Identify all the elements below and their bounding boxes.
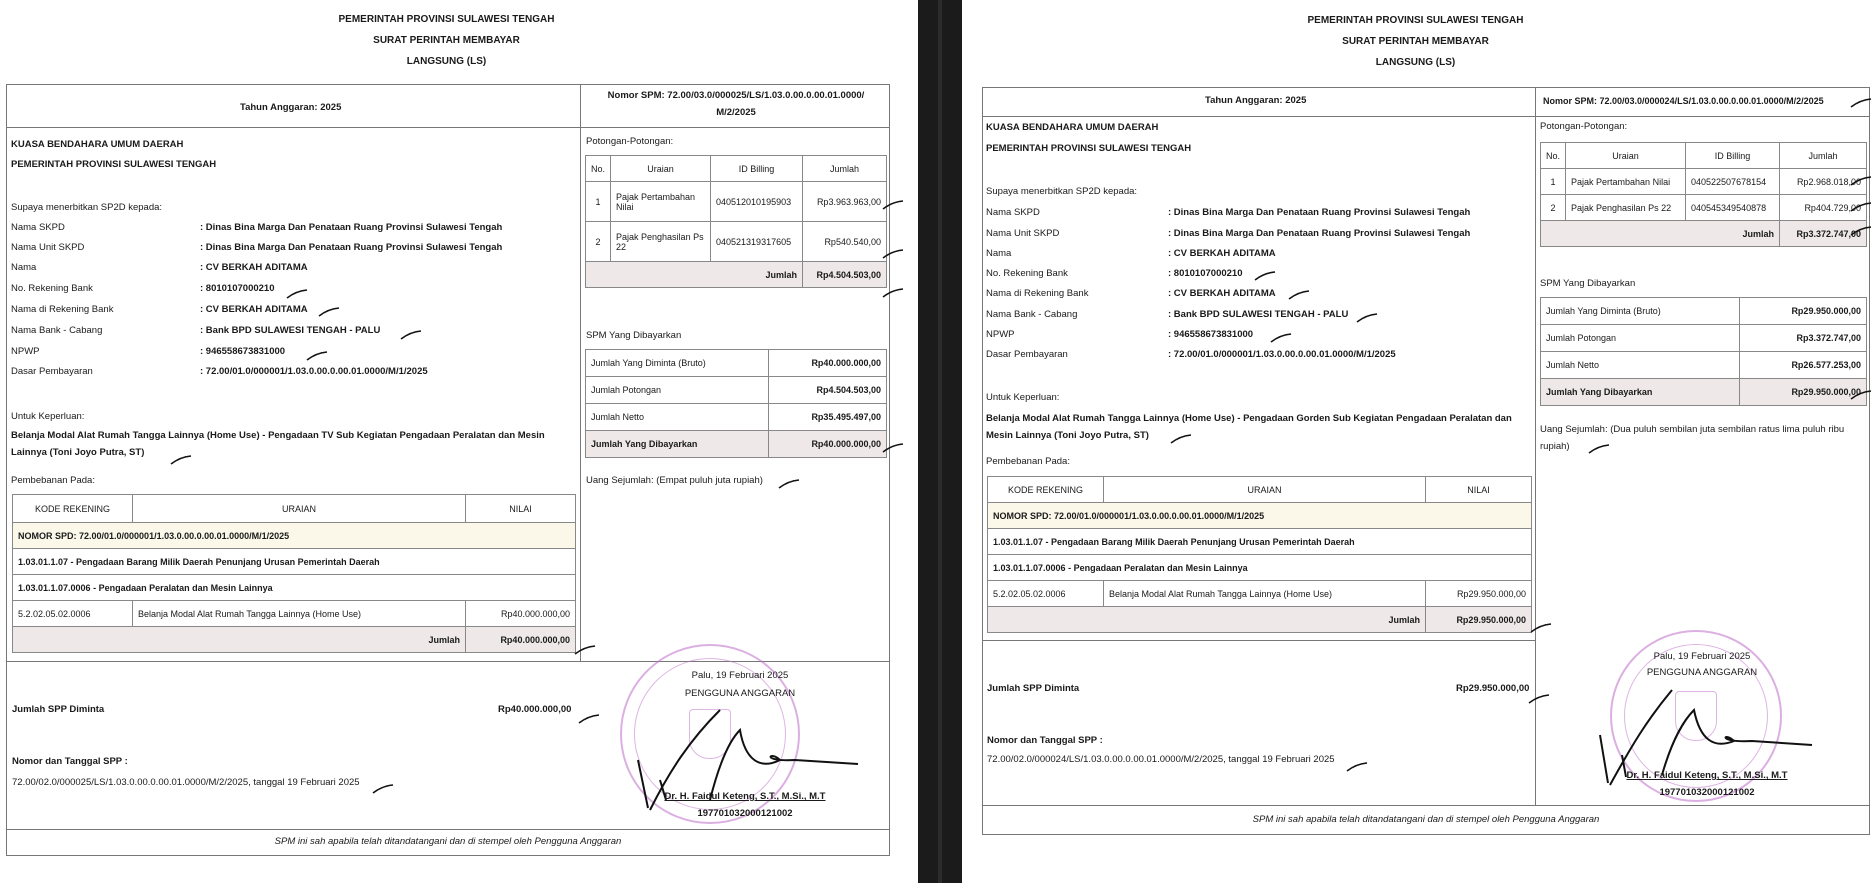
tempat-tanggal: Palu, 19 Februari 2025 [691,670,789,681]
col-uraian: Uraian [611,156,711,182]
potongan-uraian: Pajak Penghasilan Ps 22 [1566,195,1686,221]
spm-label: Jumlah Netto [586,404,769,431]
spm-label: Jumlah Yang Dibayarkan [1541,379,1740,406]
potongan-jumlah: Rp3.963.963,00 [803,182,887,222]
footer-divider [982,805,1870,806]
pengguna-anggaran: PENGGUNA ANGGARAN [1646,667,1758,678]
check-mark-icon [882,200,904,210]
nip: 197701032000121002 [697,808,793,819]
spm-value: Rp3.372.747,00 [1739,325,1866,352]
signature-divider [982,640,1535,641]
field-label: Nama di Rekening Bank [986,288,1089,299]
jumlah-value: Rp40.000.000,00 [466,627,576,653]
field-value: : 8010107000210 [200,283,275,294]
spm-document-right [962,0,1872,883]
field-value: : Bank BPD SULAWESI TENGAH - PALU [200,325,381,336]
field-value: : 72.00/01.0/000001/1.03.0.00.0.00.01.0000/M/1/2025 [1168,349,1396,360]
spm-label: Jumlah Potongan [586,377,769,404]
spp-diminta-label: Jumlah SPP Diminta [987,683,1080,694]
table-row: 1.03.01.1.07.0006 - Pengadaan Peralatan dan Mesin Lainnya [13,575,576,601]
spp-diminta-label: Jumlah SPP Diminta [12,704,105,715]
spm-label: Jumlah Potongan [1541,325,1740,352]
field-label: Nama Unit SKPD [986,228,1060,239]
page-divider [918,0,962,883]
potongan-jumlah: Rp404.729,00 [1780,195,1867,221]
nomor-spp-label: Nomor dan Tanggal SPP : [987,735,1103,746]
tahun-anggaran: Tahun Anggaran: 2025 [1205,95,1307,106]
col-no: No. [1541,143,1566,169]
pengguna-anggaran: PENGGUNA ANGGARAN [684,688,796,699]
document-header [0,9,893,72]
field-label: No. Rekening Bank [11,283,93,294]
field-value: : 72.00/01.0/000001/1.03.0.00.0.00.01.0000/M/1/2025 [200,366,428,377]
field-value: : CV BERKAH ADITAMA [200,262,308,273]
potongan-label: Potongan-Potongan: [586,136,674,147]
spm-value: Rp40.000.000,00 [769,350,887,377]
check-mark-icon [286,289,308,299]
spm-value: Rp35.495.497,00 [769,404,887,431]
spm-value: Rp29.950.000,00 [1739,298,1866,325]
potongan-label: Potongan-Potongan: [1540,121,1628,132]
check-mark-icon [1850,226,1872,236]
col-jumlah: Jumlah [1780,143,1867,169]
pembebanan-label: Pembebanan Pada: [986,456,1070,467]
check-mark-icon [1850,176,1872,186]
potongan-billing: 040522507678154 [1686,169,1780,195]
check-mark-icon [574,645,596,655]
potongan-jumlah: Rp2.968.018,00 [1780,169,1867,195]
table-row: 1.03.01.1.07.0006 - Pengadaan Peralatan dan Mesin Lainnya [988,555,1532,581]
spm-label: Jumlah Yang Diminta (Bruto) [586,350,769,377]
potongan-table [1540,142,1867,247]
header-line-2: SURAT PERINTAH MEMBAYAR [1342,36,1489,47]
potongan-no: 2 [1541,195,1566,221]
check-mark-icon [882,288,904,298]
field-label: Nama [986,248,1012,259]
uang-sejumlah: Uang Sejumlah: (Dua puluh sembilan juta sembilan ratus lima puluh ribu rupiah) [1540,424,1845,452]
potongan-billing: 040521319317605 [711,222,803,262]
header-line-3: LANGSUNG (LS) [1375,57,1456,68]
footer-note: SPM ini sah apabila telah ditandatangani dan di stempel oleh Pengguna Anggaran [274,836,622,847]
col-id-billing: ID Billing [1686,143,1780,169]
item-uraian: Belanja Modal Alat Rumah Tangga Lainnya (Home Use) [133,601,466,627]
potongan-uraian: Pajak Pertambahan Nilai [1566,169,1686,195]
column-divider [580,84,581,662]
col-nilai: NILAI [1426,477,1532,503]
nip: 197701032000121002 [1659,787,1755,798]
untuk-keperluan-label: Untuk Keperluan: [986,392,1060,403]
spm-value: Rp26.577.253,00 [1739,352,1866,379]
check-mark-icon [1528,694,1550,704]
uang-sejumlah: Uang Sejumlah: (Empat puluh juta rupiah) [586,475,763,486]
nama-pejabat: Dr. H. Faidul Keteng, S.T., M.Si., M.T [664,791,826,802]
field-value: : Dinas Bina Marga Dan Penataan Ruang Provinsi Sulawesi Tengah [200,242,503,253]
supaya-text: Supaya menerbitkan SP2D kepada: [11,202,163,213]
pembebanan-table [987,476,1532,633]
potongan-billing: 040545349540878 [1686,195,1780,221]
table-row: 1.03.01.1.07 - Pengadaan Barang Milik Daerah Penunjang Urusan Pemerintah Daerah [988,529,1532,555]
potongan-billing: 040512010195903 [711,182,803,222]
nomor-spd-row: NOMOR SPD: 72.00/01.0/000001/1.03.0.00.0.00.01.0000/M/1/2025 [13,523,576,549]
header-line-3: LANGSUNG (LS) [406,56,487,67]
pembebanan-label: Pembebanan Pada: [11,475,95,486]
check-mark-icon [1254,271,1276,281]
field-value: : 8010107000210 [1168,268,1243,279]
nomor-spm [586,90,886,119]
untuk-keperluan-text: Belanja Modal Alat Rumah Tangga Lainnya (Home Use) - Pengadaan TV Sub Kegiatan Pengadaan Peralatan dan Mesin Lainnya (Toni Joyo Putra, ST) [11,430,545,458]
potongan-no: 2 [586,222,611,262]
item-nilai: Rp40.000.000,00 [466,601,576,627]
tempat-tanggal: Palu, 19 Februari 2025 [1653,651,1751,662]
field-value: : Dinas Bina Marga Dan Penataan Ruang Provinsi Sulawesi Tengah [1168,228,1471,239]
col-id-billing: ID Billing [711,156,803,182]
document-header [962,10,1869,73]
spp-diminta-value: Rp29.950.000,00 [1456,683,1530,694]
item-nilai: Rp29.950.000,00 [1426,581,1532,607]
item-uraian: Belanja Modal Alat Rumah Tangga Lainnya (Home Use) [1104,581,1426,607]
field-label: NPWP [986,329,1015,340]
nomor-spd-row: NOMOR SPD: 72.00/01.0/000001/1.03.0.00.0.00.01.0000/M/1/2025 [988,503,1532,529]
col-nilai: NILAI [466,495,576,523]
pemprov-label: PEMERINTAH PROVINSI SULAWESI TENGAH [11,159,217,170]
nomor-spm-line-2: M/2/2025 [716,107,756,118]
spp-diminta-value: Rp40.000.000,00 [498,704,572,715]
nomor-spm-line-1: Nomor SPM: 72.00/03.0/000025/LS/1.03.0.00.0.00.01.0000/ [607,90,865,101]
field-value: : Dinas Bina Marga Dan Penataan Ruang Provinsi Sulawesi Tengah [1168,207,1471,218]
table-row: 1.03.01.1.07 - Pengadaan Barang Milik Daerah Penunjang Urusan Pemerintah Daerah [13,549,576,575]
check-mark-icon [1530,623,1552,633]
check-mark-icon [1288,290,1310,300]
field-label: NPWP [11,346,40,357]
field-value: : CV BERKAH ADITAMA [1168,248,1276,259]
potongan-no: 1 [586,182,611,222]
field-label: Dasar Pembayaran [11,366,93,377]
field-value: : CV BERKAH ADITAMA [200,304,308,315]
check-mark-icon [578,714,600,724]
field-value: : 946558673831000 [1168,329,1254,340]
potongan-jumlah: Rp540.540,00 [803,222,887,262]
potongan-table [585,155,887,288]
check-mark-icon [1850,390,1872,400]
nama-pejabat: Dr. H. Faidul Keteng, S.T., M.Si., M.T [1626,770,1788,781]
header-line-1: PEMERINTAH PROVINSI SULAWESI TENGAH [338,14,555,25]
field-label: Nama Bank - Cabang [11,325,103,336]
check-mark-icon [318,307,340,317]
kuasa-bud: KUASA BENDAHARA UMUM DAERAH [986,122,1159,133]
potongan-jumlah-total: Rp4.504.503,00 [803,262,887,288]
col-uraian: Uraian [1566,143,1686,169]
pemprov-label: PEMERINTAH PROVINSI SULAWESI TENGAH [986,143,1192,154]
spm-dibayarkan-table [1540,297,1867,406]
spm-value: Rp29.950.000,00 [1739,379,1866,406]
potongan-jumlah-label: Jumlah [586,262,803,288]
jumlah-label: Jumlah [988,607,1426,633]
field-label: Nama SKPD [11,222,65,233]
jumlah-value: Rp29.950.000,00 [1426,607,1532,633]
nomor-spp-value: 72.00/02.0/000025/LS/1.03.0.00.0.00.01.0000/M/2/2025, tanggal 19 Februari 2025 [12,777,360,788]
check-mark-icon [400,330,422,340]
tahun-anggaran: Tahun Anggaran: 2025 [240,102,342,113]
jumlah-label: Jumlah [13,627,466,653]
header-row-divider [982,116,1870,117]
field-label: Dasar Pembayaran [986,349,1068,360]
field-label: Nama di Rekening Bank [11,304,114,315]
check-mark-icon [1346,762,1368,772]
spm-dibayarkan-label: SPM Yang Dibayarkan [1540,278,1636,289]
check-mark-icon [1170,434,1192,444]
spm-value: Rp40.000.000,00 [769,431,887,458]
field-value: : 946558673831000 [200,346,286,357]
field-label: Nama Bank - Cabang [986,309,1078,320]
col-kode-rekening: KODE REKENING [988,477,1104,503]
spm-dibayarkan-label: SPM Yang Dibayarkan [586,330,682,341]
potongan-no: 1 [1541,169,1566,195]
supaya-text: Supaya menerbitkan SP2D kepada: [986,186,1138,197]
check-mark-icon [1588,444,1610,454]
nomor-spp-value: 72.00/02.0/000024/LS/1.03.0.00.0.00.01.0000/M/2/2025, tanggal 19 Februari 2025 [987,754,1335,765]
potongan-jumlah-label: Jumlah [1541,221,1780,247]
item-kode: 5.2.02.05.02.0006 [988,581,1104,607]
col-uraian: URAIAN [1104,477,1426,503]
potongan-uraian: Pajak Penghasilan Ps 22 [611,222,711,262]
spm-label: Jumlah Netto [1541,352,1740,379]
spm-document-left [0,0,918,883]
field-value: : Dinas Bina Marga Dan Penataan Ruang Provinsi Sulawesi Tengah [200,222,503,233]
nomor-spp-label: Nomor dan Tanggal SPP : [12,756,128,767]
header-row-divider [6,127,890,128]
spm-dibayarkan-table [585,349,887,458]
spm-label: Jumlah Yang Diminta (Bruto) [1541,298,1740,325]
col-kode-rekening: KODE REKENING [13,495,133,523]
check-mark-icon [882,249,904,259]
footer-note: SPM ini sah apabila telah ditandatangani dan di stempel oleh Pengguna Anggaran [1252,814,1600,825]
col-jumlah: Jumlah [803,156,887,182]
check-mark-icon [1850,202,1872,212]
field-label: Nama Unit SKPD [11,242,85,253]
check-mark-icon [1850,98,1872,108]
header-line-2: SURAT PERINTAH MEMBAYAR [373,35,520,46]
potongan-jumlah-total: Rp3.372.747,00 [1780,221,1867,247]
item-kode: 5.2.02.05.02.0006 [13,601,133,627]
check-mark-icon [882,443,904,453]
header-line-1: PEMERINTAH PROVINSI SULAWESI TENGAH [1307,15,1524,26]
check-mark-icon [170,455,192,465]
untuk-keperluan-label: Untuk Keperluan: [11,411,85,422]
kuasa-bud: KUASA BENDAHARA UMUM DAERAH [11,139,184,150]
pembebanan-table [12,494,576,653]
potongan-uraian: Pajak Pertambahan Nilai [611,182,711,222]
col-uraian: URAIAN [133,495,466,523]
check-mark-icon [306,351,328,361]
col-no: No. [586,156,611,182]
check-mark-icon [778,479,800,489]
spm-value: Rp4.504.503,00 [769,377,887,404]
field-value: : Bank BPD SULAWESI TENGAH - PALU [1168,309,1349,320]
check-mark-icon [1356,313,1378,323]
nomor-spm: Nomor SPM: 72.00/03.0/000024/LS/1.03.0.00.0.00.01.0000/M/2/2025 [1543,96,1824,106]
field-label: No. Rekening Bank [986,268,1068,279]
check-mark-icon [1270,333,1292,343]
field-value: : CV BERKAH ADITAMA [1168,288,1276,299]
check-mark-icon [372,784,394,794]
spm-label: Jumlah Yang Dibayarkan [586,431,769,458]
untuk-keperluan-text: Belanja Modal Alat Rumah Tangga Lainnya (Home Use) - Pengadaan Gorden Sub Kegiatan Pengadaan Peralatan dan Mesin Lainnya (Toni Joyo Putra, ST) [986,413,1512,441]
field-label: Nama [11,262,37,273]
field-label: Nama SKPD [986,207,1040,218]
